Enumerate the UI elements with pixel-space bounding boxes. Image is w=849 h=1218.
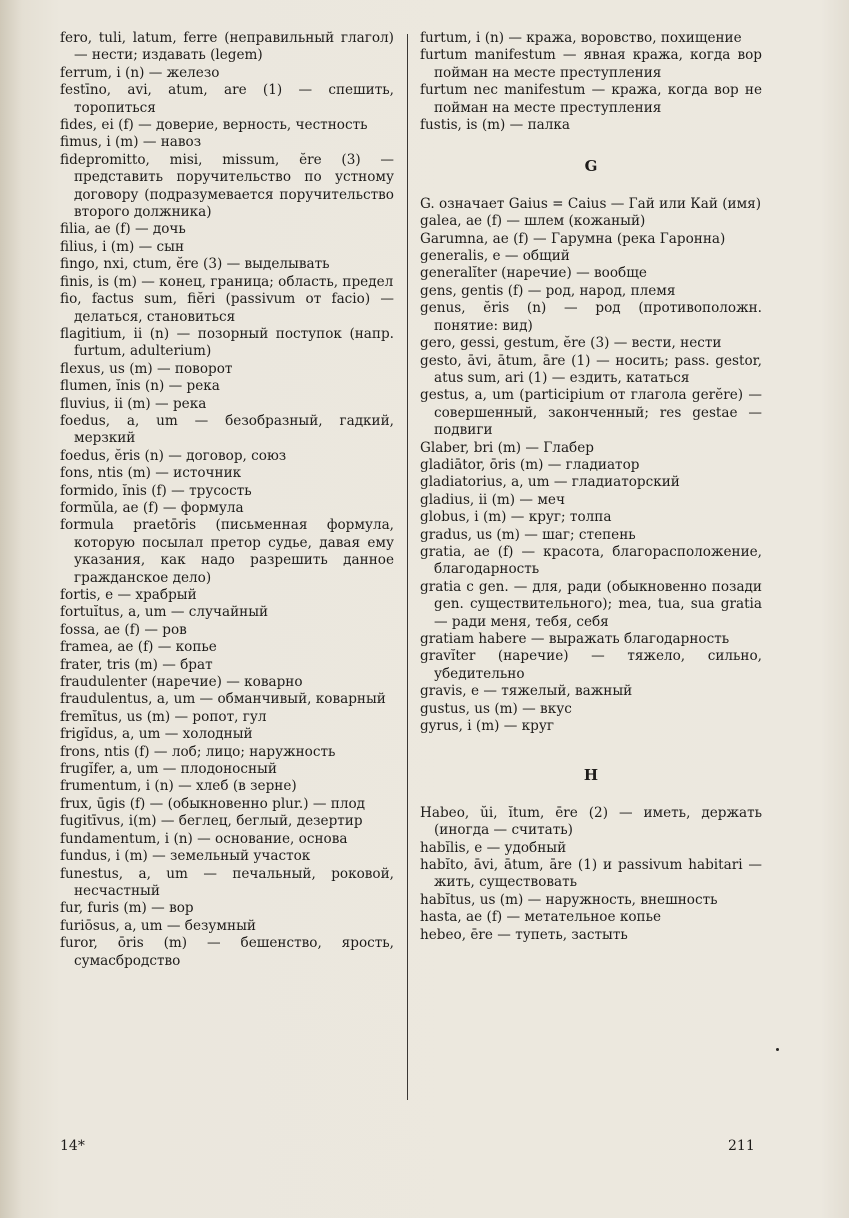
dictionary-entry: gravis, e — тяжелый, важный bbox=[420, 683, 633, 700]
dictionary-entry: formŭla, ae (f) — формула bbox=[60, 499, 244, 516]
dictionary-entry: festīno, avi, atum, are (1) — спешить, торопиться bbox=[60, 82, 394, 116]
dictionary-entry: fidepromitto, misi, missum, ĕre (3) — представить поручительство по устному договору (подразумевается поручительство второго должника) bbox=[60, 151, 394, 221]
dictionary-entry: Habeo, ŭi, ĭtum, ēre (2) — иметь, держать (иногда — считать) bbox=[420, 804, 762, 839]
dictionary-entry: fur, furis (m) — вор bbox=[60, 900, 194, 917]
dictionary-entry: galea, ae (f) — шлем (кожаный) bbox=[420, 213, 646, 230]
dictionary-entry: ferrum, i (n) — железо bbox=[60, 64, 220, 81]
dictionary-entry: gustus, us (m) — вкус bbox=[420, 700, 572, 717]
dictionary-entry: flagitium, ii (n) — позорный поступок (напр. furtum, adulterium) bbox=[60, 325, 394, 360]
dictionary-entry: finis, is (m) — конец, граница; область, предел bbox=[60, 273, 394, 290]
dictionary-entry: habĭlis, e — удобный bbox=[420, 839, 567, 856]
dictionary-entry: gyrus, i (m) — круг bbox=[420, 718, 554, 735]
dictionary-entry: frons, ntis (f) — лоб; лицо; наружность bbox=[60, 743, 336, 760]
paper-speck bbox=[776, 1048, 779, 1051]
dictionary-entry: gero, gessi, gestum, ĕre (3) — вести, нести bbox=[420, 335, 722, 352]
dictionary-entry: foedus, a, um — безобразный, гадкий, мерзкий bbox=[60, 412, 394, 447]
dictionary-entry: fero, tuli, latum, ferre (неправильный глагол) — нести; издавать (legem) bbox=[60, 30, 394, 64]
dictionary-entry: gestus, a, um (participium от глагола gerĕre) — совершенный, законченный; res gestae — подвиги bbox=[420, 387, 762, 439]
dictionary-entry: Glaber, bri (m) — Глабер bbox=[420, 439, 594, 456]
dictionary-entry: fraudulenter (наречие) — коварно bbox=[60, 674, 303, 691]
dictionary-entry: frugĭfer, a, um — плодоносный bbox=[60, 761, 277, 778]
dictionary-entry: habĭto, āvi, ātum, āre (1) и passivum habitari — жить, существовать bbox=[420, 857, 762, 891]
dictionary-column-left bbox=[60, 30, 394, 970]
column-divider bbox=[407, 34, 408, 1100]
dictionary-column-right bbox=[420, 30, 762, 944]
dictionary-entry: fundus, i (m) — земельный участок bbox=[60, 848, 311, 865]
dictionary-entry: Garumna, ae (f) — Гарумна (река Гаронна) bbox=[420, 230, 726, 247]
dictionary-entry: filius, i (m) — сын bbox=[60, 238, 185, 255]
dictionary-entry: formula praetōris (письменная формула, которую посылал претор судье, давая ему указания, как надо разрешить данное гражданское дело) bbox=[60, 517, 394, 586]
dictionary-entry: furiōsus, a, um — безумный bbox=[60, 917, 256, 934]
dictionary-entry: gratiam habere — выражать благодарность bbox=[420, 631, 730, 647]
dictionary-entry: fides, ei (f) — доверие, верность, честность bbox=[60, 117, 368, 134]
dictionary-entry: frux, ūgis (f) — (обыкновенно plur.) — плод bbox=[60, 795, 366, 812]
dictionary-entry: funestus, a, um — печальный, роковой, несчастный bbox=[60, 865, 394, 899]
dictionary-entry: hasta, ae (f) — метательное копье bbox=[420, 909, 662, 926]
dictionary-entry: genus, ĕris (n) — род (противоположн. понятие: вид) bbox=[420, 300, 762, 334]
dictionary-entry: furtum nec manifestum — кража, когда вор не пойман на месте преступления bbox=[420, 82, 762, 116]
dictionary-entry: fraudulentus, a, um — обманчивый, коварный bbox=[60, 691, 386, 708]
dictionary-entry: fustis, is (m) — палка bbox=[420, 117, 570, 134]
dictionary-entry: furor, ōris (m) — бешенство, ярость, сумасбродство bbox=[60, 935, 394, 969]
section-heading-h: H bbox=[583, 766, 599, 785]
dictionary-entry: gravĭter (наречие) — тяжело, сильно, убедительно bbox=[420, 648, 762, 682]
entries-h bbox=[420, 805, 762, 944]
dictionary-entry: G. означает Gaius = Caius — Гай или Кай (имя) bbox=[420, 195, 762, 212]
dictionary-entry: gratia с gen. — для, ради (обыкновенно позади gen. существительного); mea, tua, sua gratia — ради меня, тебя, себя bbox=[420, 578, 762, 630]
dictionary-entry: fingo, nxi, ctum, ĕre (3) — выделывать bbox=[60, 256, 330, 273]
dictionary-entry: flumen, ĭnis (n) — река bbox=[60, 378, 220, 395]
dictionary-entry: furtum manifestum — явная кража, когда вор пойман на месте преступления bbox=[420, 47, 762, 81]
dictionary-entry: habĭtus, us (m) — наружность, внешность bbox=[420, 891, 718, 908]
dictionary-entry: filia, ae (f) — дочь bbox=[60, 221, 186, 238]
dictionary-entry: fons, ntis (m) — источник bbox=[60, 465, 242, 482]
dictionary-entry: frigĭdus, a, um — холодный bbox=[60, 726, 253, 743]
dictionary-entry: fossa, ae (f) — ров bbox=[60, 621, 187, 638]
dictionary-entry: gladius, ii (m) — меч bbox=[420, 491, 565, 508]
dictionary-entry: gladiatorius, a, um — гладиаторский bbox=[420, 474, 680, 491]
dictionary-entry: formido, ĭnis (f) — трусость bbox=[60, 482, 252, 499]
dictionary-entry: gratia, ae (f) — красота, благорасположение, благодарность bbox=[420, 543, 762, 578]
dictionary-entry: foedus, ĕris (n) — договор, союз bbox=[60, 447, 287, 464]
dictionary-entry: hebeo, ēre — тупеть, застыть bbox=[420, 926, 628, 943]
dictionary-entry: generalĭter (наречие) — вообще bbox=[420, 265, 647, 282]
dictionary-entry: flexus, us (m) — поворот bbox=[60, 360, 233, 377]
dictionary-entry: gladiātor, ōris (m) — гладиатор bbox=[420, 456, 640, 473]
dictionary-entry: fio, factus sum, fiĕri (passivum от facio) — делаться, становиться bbox=[60, 291, 394, 325]
dictionary-entry: globus, i (m) — круг; толпа bbox=[420, 509, 612, 526]
dictionary-entry: gens, gentis (f) — род, народ, племя bbox=[420, 282, 676, 299]
entries-f-continued bbox=[420, 30, 762, 134]
dictionary-entry: fortis, e — храбрый bbox=[60, 587, 197, 603]
dictionary-entry: gradus, us (m) — шаг; степень bbox=[420, 526, 636, 543]
section-heading-g: G bbox=[584, 157, 598, 176]
dictionary-entry: framea, ae (f) — копье bbox=[60, 639, 217, 656]
dictionary-entry: frater, tris (m) — брат bbox=[60, 656, 213, 673]
dictionary-entry: fremĭtus, us (m) — ропот, гул bbox=[60, 708, 267, 725]
dictionary-entry: fugitīvus, i(m) — беглец, беглый, дезертир bbox=[60, 813, 363, 830]
dictionary-entry: fimus, i (m) — навоз bbox=[60, 134, 202, 151]
dictionary-entry: furtum, i (n) — кража, воровство, похищение bbox=[420, 30, 742, 46]
dictionary-entry: frumentum, i (n) — хлеб (в зерне) bbox=[60, 778, 297, 795]
dictionary-entry: gesto, āvi, ātum, āre (1) — носить; pass. gestor, atus sum, ari (1) — ездить, кататься bbox=[420, 352, 762, 386]
entries-g bbox=[420, 196, 762, 736]
printer-signature-mark: 14* bbox=[60, 1138, 85, 1154]
dictionary-entry: fluvius, ii (m) — река bbox=[60, 395, 207, 412]
page-number: 211 bbox=[728, 1138, 755, 1154]
dictionary-entry: fundamentum, i (n) — основание, основа bbox=[60, 830, 348, 847]
dictionary-entry: fortuĭtus, a, um — случайный bbox=[60, 604, 269, 621]
dictionary-entry: generalis, e — общий bbox=[420, 248, 570, 265]
